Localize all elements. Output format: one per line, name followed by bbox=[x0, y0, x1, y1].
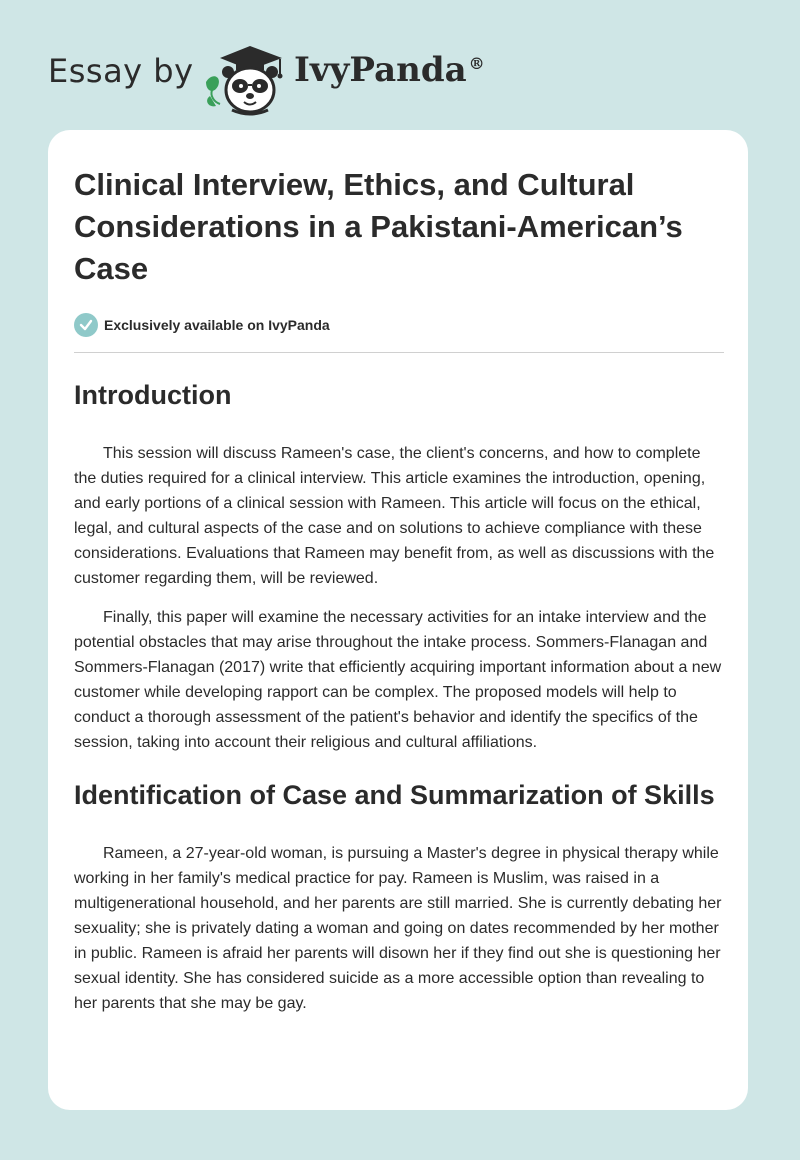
essay-card bbox=[48, 130, 748, 1110]
check-circle-icon bbox=[74, 313, 98, 337]
brand-name-text: IvyPanda bbox=[294, 50, 467, 90]
paragraph: Rameen, a 27-year-old woman, is pursuing a Master's degree in physical therapy while working in her family's medical practice for pay. Rameen is Muslim, was raised in a multigenerational household, and her parents are still married. She is currently debating her sexuality; she is privately dating a woman and going on dates recommended by her mother in public. Rameen is afraid her parents will disown her if they find out she is questioning her sexual identity. She has considered suicide as a more accessible option than revealing to her parents that she may be gay. bbox=[74, 845, 722, 1012]
paragraph: This session will discuss Rameen's case, the client's concerns, and how to complete the duties required for a clinical interview. This article examines the introduction, opening, and early portions of a clinical session with Rameen. This article will focus on the ethical, legal, and cultural aspects of the case and on solutions to achieve compliance with these considerations. Evaluations that Rameen may benefit from, as well as discussions with the customer regarding them, will be reviewed. bbox=[74, 445, 715, 587]
exclusive-badge bbox=[74, 312, 724, 338]
brand-prefix: Essay by bbox=[48, 52, 194, 90]
essay-title: Clinical Interview, Ethics, and Cultural Considerations in a Pakistani-American’s Case bbox=[74, 167, 683, 286]
site-header bbox=[48, 30, 748, 120]
essay-content bbox=[74, 164, 724, 1016]
panda-graduate-icon[interactable] bbox=[202, 38, 288, 118]
paragraph: Finally, this paper will examine the necessary activities for an intake interview and the potential obstacles that may arise throughout the intake process. Sommers-Flanagan and Sommers-Flanagan (2017) write that efficiently acquiring important information about a new customer while developing rapport can be complex. The proposed models will help to conduct a thorough assessment of the patient's behavior and identify the specifics of the session, taking into account their religious and cultural affiliations. bbox=[74, 609, 722, 751]
exclusive-badge-text: Exclusively available on IvyPanda bbox=[104, 317, 330, 333]
brand-name[interactable] bbox=[294, 50, 485, 90]
registered-mark: ® bbox=[468, 53, 485, 73]
section-heading-introduction: Introduction bbox=[74, 380, 232, 410]
section-heading-identification: Identification of Case and Summarization of Skills bbox=[74, 780, 715, 810]
divider bbox=[74, 352, 724, 353]
